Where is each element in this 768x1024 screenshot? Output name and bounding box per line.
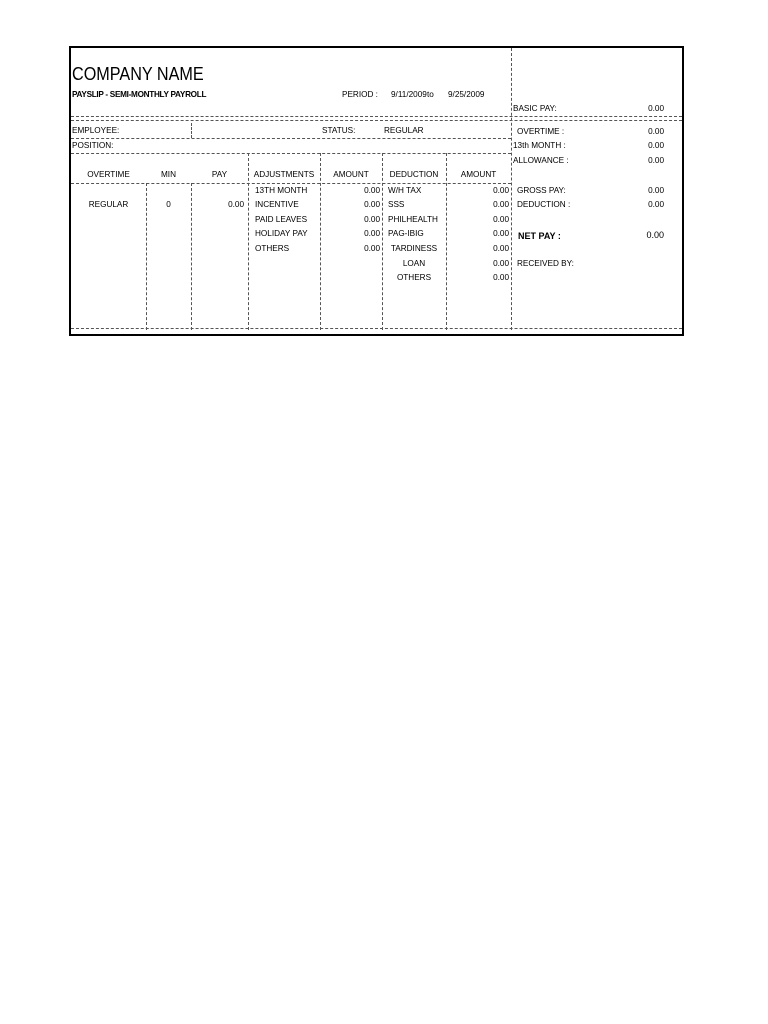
overtime-type: REGULAR: [88, 200, 129, 209]
adjustment-amount: 0.00: [364, 244, 380, 253]
company-name: COMPANY NAME: [72, 64, 204, 84]
position-label: POSITION:: [72, 141, 114, 150]
deduction-label: PAG-IBIG: [388, 229, 424, 238]
deduction-label: LOAN: [402, 259, 426, 268]
status-label: STATUS:: [322, 126, 356, 135]
employee-field-divider: [191, 123, 192, 138]
summary-column-divider: [511, 48, 512, 330]
position-divider: [71, 153, 511, 154]
header-divider: [71, 116, 682, 121]
employee-divider: [71, 138, 511, 139]
bottom-divider: [71, 328, 682, 329]
col-header-min: MIN: [160, 170, 176, 179]
gross-pay-label: GROSS PAY:: [517, 186, 566, 195]
period-to: to: [427, 90, 434, 99]
adjustment-label: PAID LEAVES: [255, 215, 308, 224]
period-label: PERIOD :: [342, 90, 378, 99]
total-deduction-value: 0.00: [648, 200, 664, 209]
gross-pay-value: 0.00: [648, 186, 664, 195]
col-header-adjustments: ADJUSTMENTS: [253, 170, 315, 179]
deduction-amount: 0.00: [493, 244, 509, 253]
col-header-deduction: DEDUCTION: [389, 170, 439, 179]
column-header-divider: [71, 183, 511, 184]
summary-overtime-label: OVERTIME :: [517, 127, 565, 136]
received-by-label: RECEIVED BY:: [517, 259, 574, 268]
overtime-min: 0: [166, 200, 171, 209]
basic-pay-label: BASIC PAY:: [513, 104, 557, 113]
period-end: 9/25/2009: [448, 90, 485, 99]
allowance-value: 0.00: [648, 156, 664, 165]
net-pay-label: NET PAY :: [518, 231, 561, 241]
deduction-label: OTHERS: [396, 273, 432, 282]
deduction-amount: 0.00: [493, 186, 509, 195]
basic-pay-value: 0.00: [648, 104, 664, 113]
col-header-overtime: OVERTIME: [87, 170, 130, 179]
deduction-amount: 0.00: [493, 259, 509, 268]
employee-label: EMPLOYEE:: [72, 126, 120, 135]
deduction-label: W/H TAX: [388, 186, 422, 195]
net-pay-value: 0.00: [646, 230, 664, 240]
deduction-label: SSS: [388, 200, 405, 209]
total-deduction-label: DEDUCTION :: [517, 200, 571, 209]
adjustment-label: HOLIDAY PAY: [255, 229, 308, 238]
period-start: 9/11/2009: [391, 90, 427, 99]
overtime-pay: 0.00: [228, 200, 244, 209]
adjustment-amount: 0.00: [364, 200, 380, 209]
adjustment-amount: 0.00: [364, 229, 380, 238]
thirteenth-month-label: 13th MONTH :: [513, 141, 566, 150]
adjustment-label: 13TH MONTH: [255, 186, 308, 195]
summary-overtime-value: 0.00: [648, 127, 664, 136]
adjustment-amount: 0.00: [364, 186, 380, 195]
col-header-pay: PAY: [211, 170, 228, 179]
col-header-adj-amount: AMOUNT: [333, 170, 369, 179]
payslip-title: PAYSLIP - SEMI-MONTHLY PAYROLL: [72, 90, 207, 99]
adjustment-amount: 0.00: [364, 215, 380, 224]
adjustment-label: OTHERS: [255, 244, 290, 253]
adjustment-label: INCENTIVE: [255, 200, 299, 209]
deduction-label: TARDINESS: [390, 244, 438, 253]
status-value: REGULAR: [384, 126, 424, 135]
allowance-label: ALLOWANCE :: [513, 156, 569, 165]
thirteenth-month-value: 0.00: [648, 141, 664, 150]
deduction-amount: 0.00: [493, 273, 509, 282]
deduction-amount: 0.00: [493, 215, 509, 224]
deduction-amount: 0.00: [493, 200, 509, 209]
col-header-ded-amount: AMOUNT: [460, 170, 497, 179]
deduction-amount: 0.00: [493, 229, 509, 238]
deduction-label: PHILHEALTH: [388, 215, 438, 224]
